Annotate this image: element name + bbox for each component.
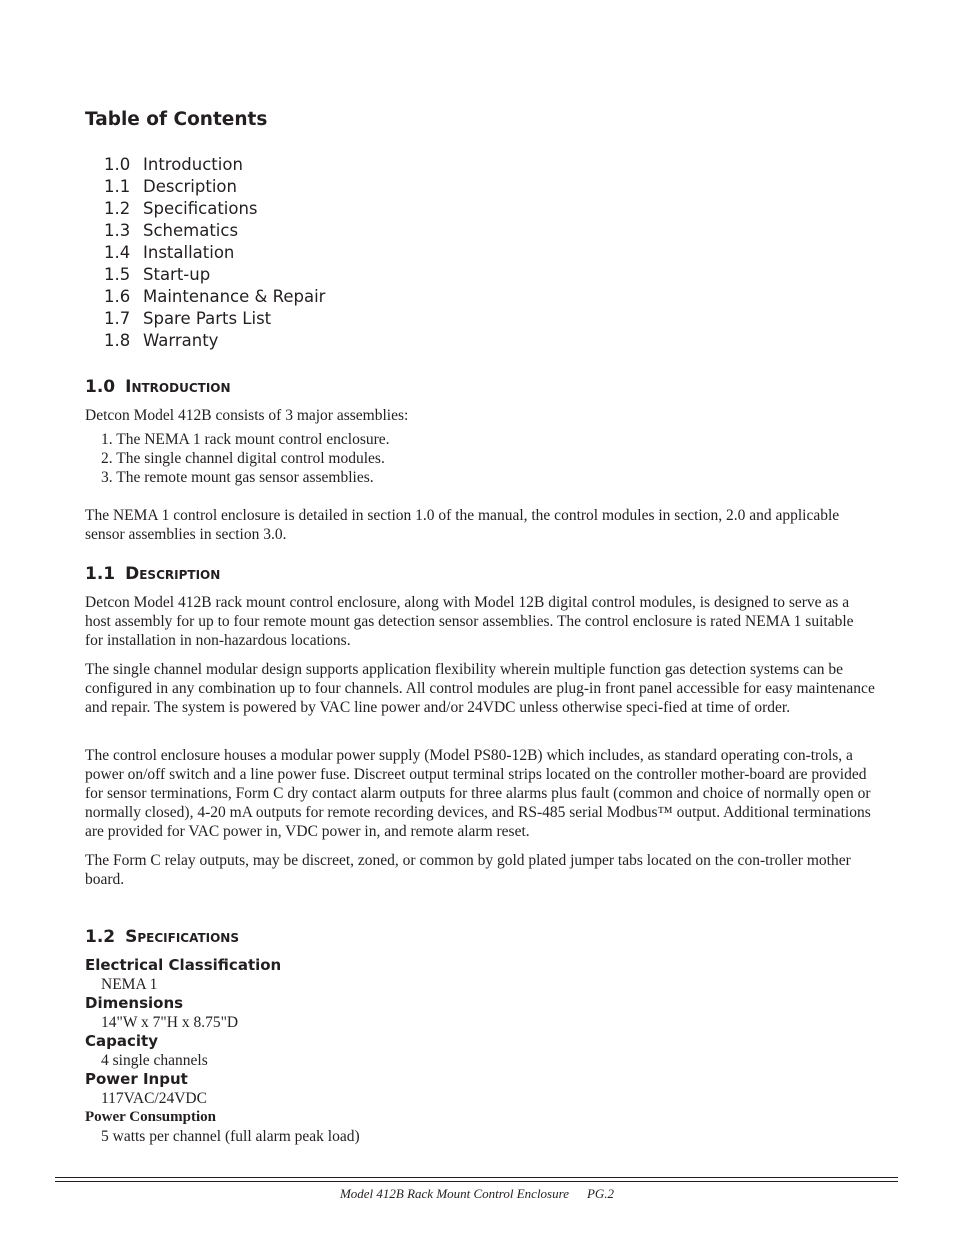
list-item: 2. The single channel digital control modules. [101,450,385,467]
page-number: PG.2 [586,1186,615,1201]
toc-item[interactable] [104,176,325,198]
list-item: 3. The remote mount gas sensor assemblies. [101,469,374,486]
toc-item-number: 1.8 [104,331,131,350]
spec-label: Dimensions [85,994,184,1012]
toc-item-label: Maintenance & Repair [143,287,326,306]
description-paragraph: The control enclosure houses a modular power supply (Model PS80-12B) which includes, as standard operating con-trols, a power on/off switch and a line power fuse. Discreet output terminal strips located on the controller mother-board are provided for sensor terminations, Form C dry contact alarm outputs for three alarms plus fault (common and choice of normally open or normally closed), 4-20 mA outputs for remote recording devices, and RS-485 serial Modbus™ output. Additional terminations are provided for VAC power in, VDC power in, and remote alarm reset. [85,747,871,840]
section-title: Description [125,564,221,584]
section-title: Introduction [125,377,231,397]
toc-item-number: 1.6 [104,287,131,306]
toc-item-label: Schematics [143,221,239,240]
spec-value: 5 watts per channel (full alarm peak load) [101,1128,360,1145]
spec-label: Capacity [85,1032,158,1050]
section-heading-specifications [85,927,239,947]
toc-item-number: 1.7 [104,309,131,328]
introduction-lead: Detcon Model 412B consists of 3 major assemblies: [85,407,409,424]
toc-list [104,154,325,352]
section-heading-description [85,564,220,584]
toc-item-number: 1.5 [104,265,131,284]
toc-item-label: Warranty [143,331,219,350]
spec-value: 14"W x 7"H x 8.75"D [101,1014,239,1031]
toc-item-number: 1.0 [104,155,131,174]
toc-item-label: Description [143,177,237,196]
page-footer [0,1186,954,1202]
toc-item[interactable] [104,154,325,176]
description-paragraph: Detcon Model 412B rack mount control enclosure, along with Model 12B digital control modules, is designed to serve as a host assembly for up to four remote mount gas detection sensor assemblies. The control enclosure is rated NEMA 1 suitable for installation in non-hazardous locations. [85,594,854,649]
toc-item[interactable] [104,264,325,286]
footer-title: Model 412B Rack Mount Control Enclosure [339,1186,569,1201]
spec-value: NEMA 1 [101,976,158,993]
description-paragraph: The single channel modular design supports application flexibility wherein multiple function gas detection systems can be configured in any combination up to four channels. All control modules are plug-in front panel accessible for easy maintenance and repair. The system is powered by VAC line power and/or 24VDC unless otherwise speci-fied at time of order. [85,661,875,716]
spec-value: 117VAC/24VDC [101,1090,207,1107]
footer-rule [55,1181,898,1182]
toc-item[interactable] [104,242,325,264]
toc-item-label: Introduction [143,155,243,174]
toc-item-label: Spare Parts List [143,309,272,328]
toc-item[interactable] [104,286,325,308]
section-number: 1.0 [85,377,116,397]
spec-label: Power Input [85,1070,188,1088]
section-number: 1.2 [85,927,116,947]
section-title: Specifications [125,927,239,947]
section-number: 1.1 [85,564,116,584]
footer-rule [55,1177,898,1178]
list-item: 1. The NEMA 1 rack mount control enclosure. [101,431,390,448]
toc-item[interactable] [104,220,325,242]
toc-item[interactable] [104,308,325,330]
spec-label: Electrical Classification [85,956,282,974]
description-paragraph: The Form C relay outputs, may be discreet, zoned, or common by gold plated jumper tabs located on the con-troller mother board. [85,852,851,888]
toc-item-label: Specifications [143,199,258,218]
toc-item-number: 1.2 [104,199,131,218]
toc-item[interactable] [104,198,325,220]
toc-item-number: 1.4 [104,243,131,262]
toc-item-number: 1.1 [104,177,131,196]
toc-title: Table of Contents [85,109,268,130]
toc-item-label: Installation [143,243,235,262]
assembly-list [101,430,390,487]
spec-list [85,956,360,1146]
spec-label: Power Consumption [85,1109,216,1125]
introduction-paragraph: The NEMA 1 control enclosure is detailed in section 1.0 of the manual, the control modules in section, 2.0 and applicable sensor assemblies in section 3.0. [85,507,840,543]
toc-item-number: 1.3 [104,221,131,240]
spec-value: 4 single channels [101,1052,208,1069]
toc-item-label: Start-up [143,265,211,284]
section-heading-introduction [85,377,231,397]
toc-item[interactable] [104,330,325,352]
